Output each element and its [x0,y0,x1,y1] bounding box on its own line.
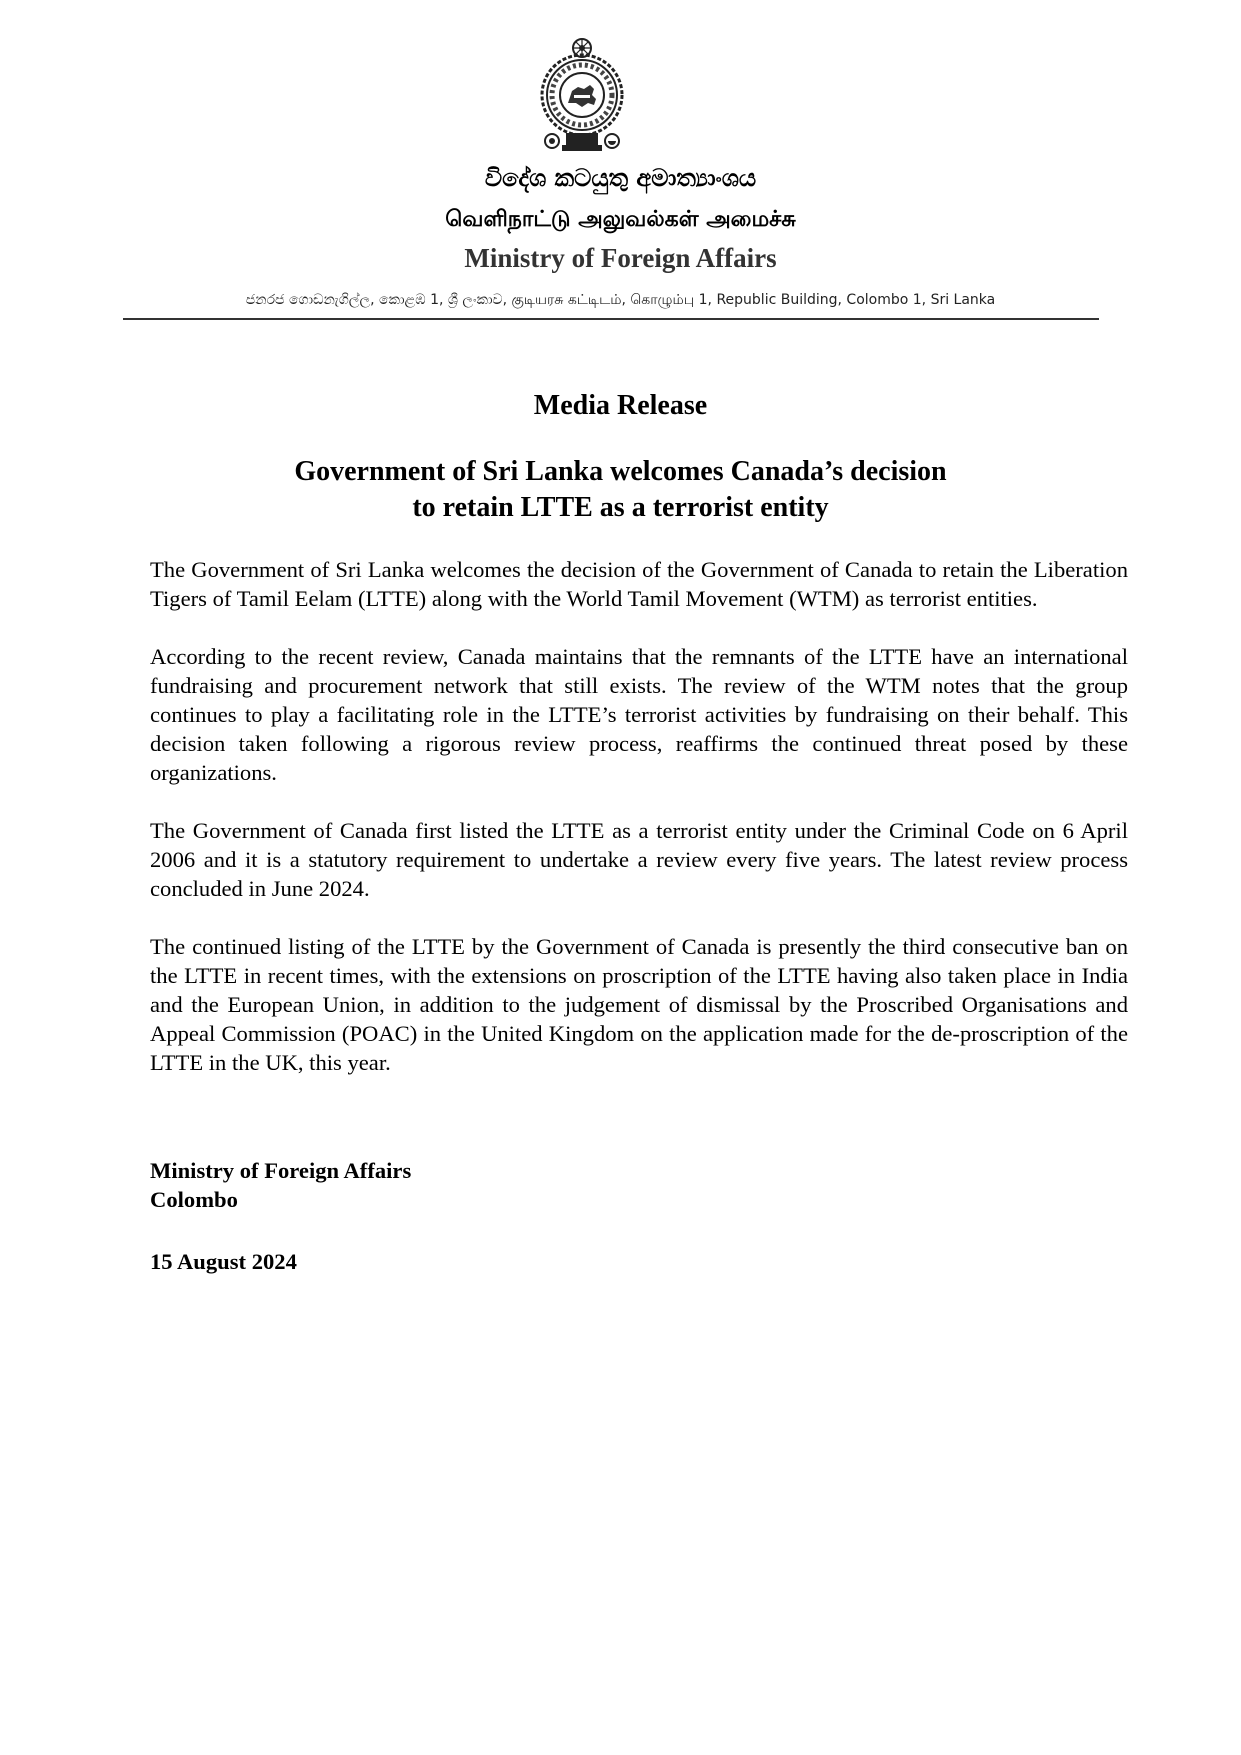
press-release-body [150,555,1128,1106]
headline-line-1: Government of Sri Lanka welcomes Canada’s decision [294,456,947,487]
release-date: 15 August 2024 [150,1249,297,1274]
body-paragraph-2: According to the recent review, Canada maintains that the remnants of the LTTE have an international fundraising and procurement network that still exists. The review of the WTM notes that the group continues to play a facilitating role in the LTTE’s terrorist activities by fundraising on their behalf. This decision taken following a rigorous review process, reaffirms the continued threat posed by these organizations. [150,644,1128,785]
ministry-name-tamil: வெளிநாட்டு அலுவல்கள் அமைச்சு [445,207,796,232]
document-type-label: Media Release [533,390,708,421]
ministry-address: ජනරජ ගොඩනැගිල්ල, කොළඹ 1, ශ්‍රී ලංකාව, குடியரசு கட்டிடம், கொழும்பு 1, Republic Building, Colombo 1, Sri Lanka [245,292,996,308]
press-release-headline [0,454,1241,526]
signoff-organization: Ministry of Foreign Affairs [150,1158,412,1183]
ministry-name-english: Ministry of Foreign Affairs [464,243,777,273]
body-paragraph-1: The Government of Sri Lanka welcomes the decision of the Government of Canada to retain the Liberation Tigers of Tamil Eelam (LTTE) along with the World Tamil Movement (WTM) as terrorist entities. [150,557,1128,611]
body-paragraph-4: The continued listing of the LTTE by the Government of Canada is presently the third consecutive ban on the LTTE in recent times, with the extensions on proscription of the LTTE having also taken place in India and the European Union, in addition to the judgement of dismissal by the Proscribed Organisations and Appeal Commission (POAC) in the United Kingdom on the application made for the de-proscription of the LTTE in the UK, this year. [150,934,1128,1075]
national-emblem-icon [538,37,626,155]
body-paragraph-3: The Government of Canada first listed the LTTE as a terrorist entity under the Criminal Code on 6 April 2006 and it is a statutory requirement to undertake a review every five years. The latest review process concluded in June 2024. [150,818,1128,901]
signoff-block [150,1156,411,1214]
ministry-name-sinhala: විදේශ කටයුතු අමාත්‍යාංශය [484,164,757,192]
signoff-city: Colombo [150,1187,238,1212]
headline-line-2: to retain LTTE as a terrorist entity [412,492,829,523]
letterhead-divider [123,318,1099,320]
